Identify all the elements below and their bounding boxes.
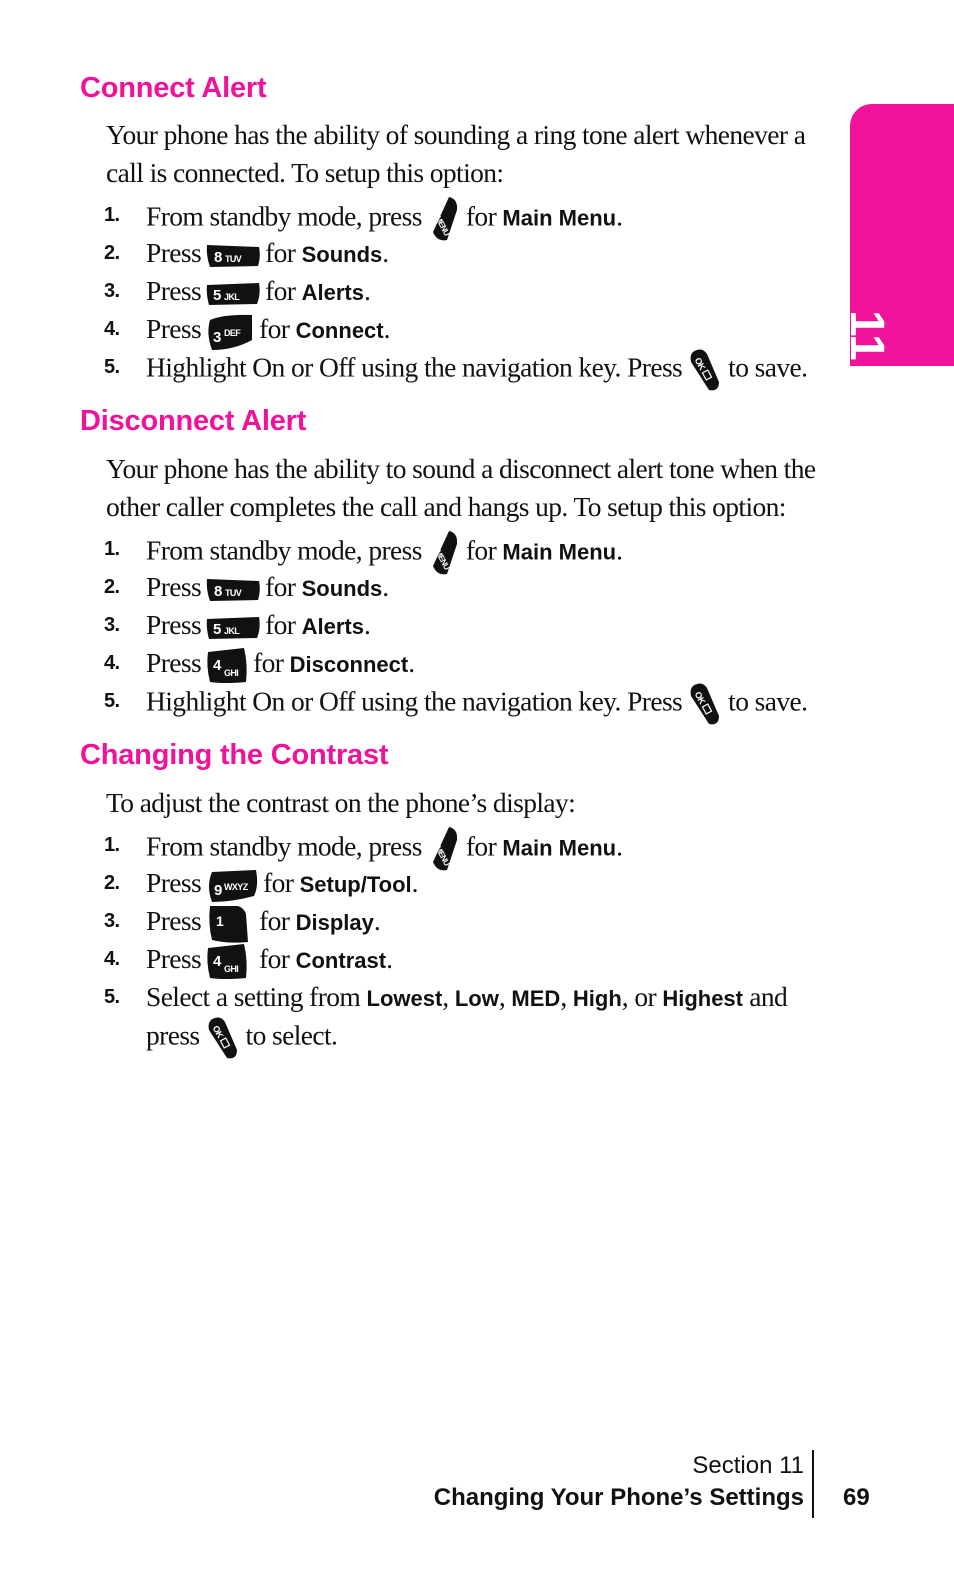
step-text: for xyxy=(465,830,497,862)
page-number: 69 xyxy=(843,1484,870,1511)
key-3def-icon xyxy=(204,312,256,352)
key-4ghi-icon xyxy=(204,942,256,982)
menu-name: Main Menu xyxy=(502,835,617,861)
step-text: for xyxy=(465,200,497,232)
step-number: 2. xyxy=(104,576,120,598)
key-9wxyz-icon xyxy=(204,868,260,904)
key-1-icon xyxy=(204,904,256,944)
step-text: and xyxy=(749,981,788,1012)
punct: . xyxy=(382,571,389,602)
svg-text:GHI: GHI xyxy=(224,667,239,678)
punct: . xyxy=(616,200,623,232)
svg-text:3: 3 xyxy=(213,328,221,346)
punct: , xyxy=(442,981,449,1012)
step-text: for xyxy=(259,905,290,936)
step-text: for xyxy=(265,609,296,640)
chapter-tab-number: 11 xyxy=(840,310,893,361)
step-text: for xyxy=(259,943,290,974)
step-text: Highlight On or Off using the navigation key. Press xyxy=(146,685,683,717)
step-number: 3. xyxy=(104,614,120,636)
step-number: 5. xyxy=(104,356,120,378)
step-item xyxy=(104,310,824,348)
punct: . xyxy=(383,313,390,344)
step-text: to select. xyxy=(245,1019,338,1051)
svg-text:4: 4 xyxy=(213,656,221,674)
menu-name: Setup/Tool xyxy=(299,872,412,897)
svg-text:MENU: MENU xyxy=(433,214,452,238)
menu-name: Alerts xyxy=(301,614,364,639)
svg-text:4: 4 xyxy=(213,952,221,970)
step-text: for xyxy=(263,867,294,898)
step-text: From standby mode, press xyxy=(146,200,422,232)
footer-section-label: Section 11 xyxy=(692,1452,804,1479)
step-text: Press xyxy=(146,571,202,602)
step-number: 1. xyxy=(104,204,120,226)
option-low: Low xyxy=(454,986,499,1011)
step-text: Press xyxy=(146,867,202,898)
step-text: for xyxy=(265,571,296,602)
menu-name: Contrast xyxy=(295,948,387,973)
chapter-tab-line1: Changing Your xyxy=(26,151,46,279)
step-text: Press xyxy=(146,943,202,974)
punct: . xyxy=(411,867,418,898)
step-item xyxy=(104,864,824,902)
footer-divider xyxy=(812,1450,814,1518)
step-number: 2. xyxy=(104,242,120,264)
punct: . xyxy=(363,275,371,306)
punct: . xyxy=(616,534,623,566)
section-heading-disconnect-alert: Disconnect Alert xyxy=(80,405,307,437)
step-number: 4. xyxy=(104,948,120,970)
step-text: Press xyxy=(146,313,202,344)
step-text: From standby mode, press xyxy=(146,534,422,566)
svg-text:TUV: TUV xyxy=(225,587,242,598)
svg-text:OK: OK xyxy=(210,1023,225,1040)
step-number: 3. xyxy=(104,280,120,302)
punct: , xyxy=(498,981,506,1012)
step-text: to save. xyxy=(728,351,808,383)
svg-text:JKL: JKL xyxy=(224,625,240,636)
section-heading-changing-contrast: Changing the Contrast xyxy=(80,739,389,771)
svg-text:DEF: DEF xyxy=(224,327,241,338)
option-med: MED xyxy=(511,986,561,1011)
menu-name: Alerts xyxy=(301,280,364,305)
svg-text:8: 8 xyxy=(214,582,222,600)
punct: . xyxy=(616,830,623,862)
svg-text:OK: OK xyxy=(692,689,708,706)
step-text: for xyxy=(465,534,497,566)
menu-name: Disconnect xyxy=(289,652,409,677)
step-text: Press xyxy=(146,609,202,640)
step-text: From standby mode, press xyxy=(146,830,422,862)
step-item xyxy=(104,940,824,978)
punct: , xyxy=(560,981,567,1012)
svg-text:5: 5 xyxy=(213,286,221,304)
section-heading-connect-alert: Connect Alert xyxy=(80,72,267,104)
chapter-tab-line2: Phone’s Settings xyxy=(4,142,24,288)
step-item xyxy=(104,272,824,310)
section-intro-changing-contrast: To adjust the contrast on the phone’s display: xyxy=(106,787,576,818)
svg-text:9: 9 xyxy=(214,881,222,899)
ok-key-icon xyxy=(685,348,725,392)
option-lowest: Lowest xyxy=(366,986,443,1011)
step-item xyxy=(104,644,824,682)
step-text: Highlight On or Off using the navigation key. Press xyxy=(146,351,683,383)
step-number: 4. xyxy=(104,318,120,340)
menu-name: Sounds xyxy=(301,576,383,601)
step-number: 3. xyxy=(104,910,120,932)
chapter-tab-label xyxy=(3,135,47,295)
ok-key-icon xyxy=(203,1016,243,1060)
key-8tuv-icon xyxy=(204,576,262,604)
step-number: 1. xyxy=(104,834,120,856)
step-item xyxy=(104,606,824,644)
svg-text:WXYZ: WXYZ xyxy=(224,881,248,892)
step-item xyxy=(104,568,824,606)
step-item xyxy=(104,826,824,868)
step-item xyxy=(104,196,824,238)
punct: . xyxy=(382,237,389,268)
punct: . xyxy=(373,905,381,936)
menu-name: Sounds xyxy=(301,242,383,267)
step-number: 5. xyxy=(104,690,120,712)
option-highest: Highest xyxy=(662,986,743,1011)
step-text: for xyxy=(259,313,290,344)
ok-key-icon xyxy=(685,682,725,726)
step-number: 2. xyxy=(104,872,120,894)
step-text: Press xyxy=(146,237,202,268)
step-number: 1. xyxy=(104,538,120,560)
step-number: 5. xyxy=(104,986,120,1008)
key-4ghi-icon xyxy=(204,646,250,686)
punct: , or xyxy=(621,981,657,1012)
menu-name: Main Menu xyxy=(502,539,617,565)
step-text: Press xyxy=(146,905,202,936)
footer-chapter-title: Changing Your Phone’s Settings xyxy=(433,1484,804,1511)
key-8tuv-icon xyxy=(204,242,262,270)
step-item xyxy=(104,530,824,572)
svg-text:OK: OK xyxy=(692,355,708,372)
step-text: for xyxy=(253,647,284,678)
punct: . xyxy=(363,609,371,640)
svg-text:GHI: GHI xyxy=(224,963,239,974)
step-text: to save. xyxy=(728,685,808,717)
menu-name: Connect xyxy=(295,318,384,343)
step-item xyxy=(104,902,824,940)
step-text: for xyxy=(265,237,296,268)
step-text: for xyxy=(265,275,296,306)
step-item xyxy=(104,348,824,386)
key-5jkl-icon xyxy=(204,280,262,308)
step-text: Press xyxy=(146,647,202,678)
punct: . xyxy=(408,647,415,678)
svg-text:1: 1 xyxy=(216,912,224,929)
key-5jkl-icon xyxy=(204,614,262,642)
svg-text:TUV: TUV xyxy=(225,253,242,264)
svg-text:8: 8 xyxy=(214,248,222,266)
svg-text:MENU: MENU xyxy=(433,548,452,572)
step-item xyxy=(104,682,824,720)
section-intro-disconnect-alert: Your phone has the ability to sound a disconnect alert tone when the other caller completes the call and hangs up. To setup this option: xyxy=(106,453,816,522)
option-high: High xyxy=(572,986,622,1011)
step-text: Press xyxy=(146,275,202,306)
section-intro-connect-alert: Your phone has the ability of sounding a ring tone alert whenever a call is connected. To setup this option: xyxy=(106,119,806,188)
menu-name: Main Menu xyxy=(502,205,617,231)
punct: . xyxy=(386,943,393,974)
svg-text:MENU: MENU xyxy=(433,844,452,868)
step-text: Select a setting from xyxy=(146,981,361,1012)
step-number: 4. xyxy=(104,652,120,674)
step-text: press xyxy=(146,1019,200,1051)
svg-text:JKL: JKL xyxy=(224,291,240,302)
step-item xyxy=(104,234,824,272)
step-item xyxy=(104,978,824,1054)
menu-name: Display xyxy=(295,910,374,935)
svg-text:5: 5 xyxy=(213,620,221,638)
